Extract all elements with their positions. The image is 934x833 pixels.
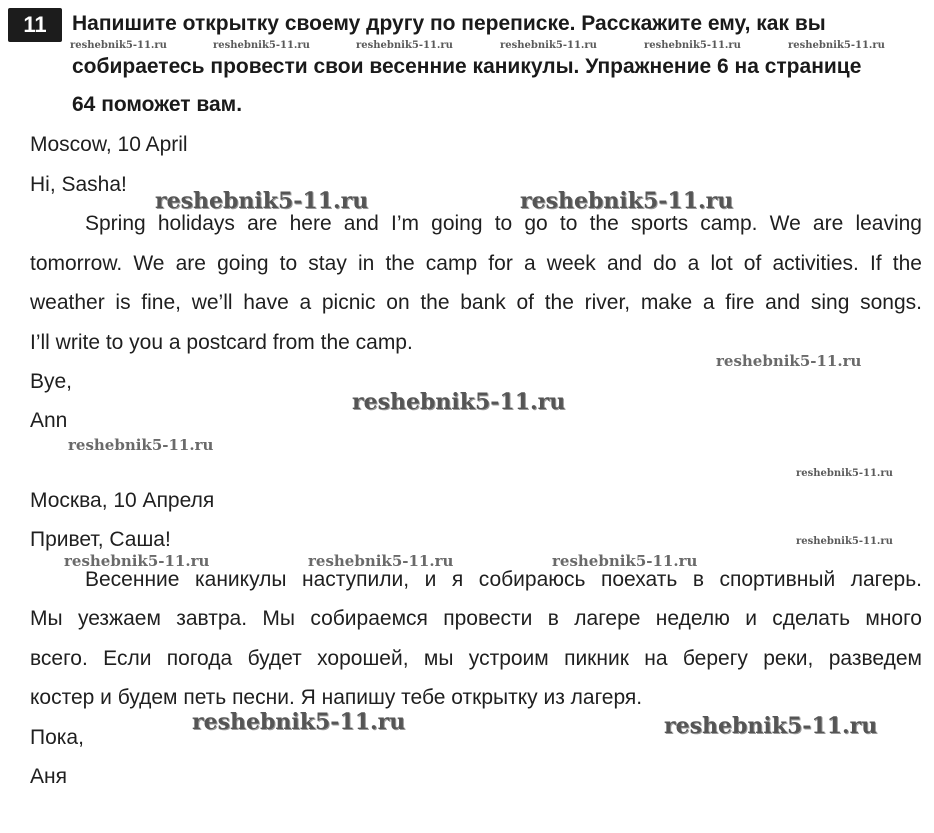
watermark: reshebnik5-11.ru [213,40,310,51]
russian-letter-closing: Пока, [30,726,84,749]
watermark: reshebnik5-11.ru [552,552,698,570]
english-letter-body-line-1: Spring holidays are here and I’m going to go to the sports camp. We are leaving [85,212,922,235]
watermark: reshebnik5-11.ru [664,713,878,739]
russian-letter-body-line-1: Весенние каникулы наступили, и я собираюсь поехать в спортивный лагерь. [85,568,922,591]
watermark: reshebnik5-11.ru [796,468,893,479]
watermark: reshebnik5-11.ru [64,552,210,570]
russian-letter-greeting: Привет, Саша! [30,528,171,551]
russian-letter-date: Москва, 10 Апреля [30,489,215,512]
watermark: reshebnik5-11.ru [68,436,214,454]
watermark: reshebnik5-11.ru [796,536,893,547]
watermark: reshebnik5-11.ru [352,389,566,415]
english-letter-signature: Ann [30,409,68,432]
task-instruction-line-1: Напишите открытку своему другу по переписке. Расскажите ему, как вы [72,12,826,35]
russian-letter-body-line-2: Мы уезжаем завтра. Мы собираемся провести в лагере неделю и сделать много [30,607,922,630]
watermark: reshebnik5-11.ru [716,352,862,370]
watermark: reshebnik5-11.ru [644,40,741,51]
english-letter-closing: Bye, [30,370,73,393]
watermark: reshebnik5-11.ru [500,40,597,51]
watermark: reshebnik5-11.ru [70,40,167,51]
watermark: reshebnik5-11.ru [155,188,369,214]
english-letter-body-line-3: weather is fine, we’ll have a picnic on the bank of the river, make a fire and sing songs. [30,291,922,314]
russian-letter-body-line-4: костер и будем петь песни. Я напишу тебе открытку из лагеря. [30,686,643,709]
english-letter-date: Moscow, 10 April [30,133,188,156]
russian-letter-signature: Аня [30,765,67,788]
russian-letter-body-line-3: всего. Если погода будет хорошей, мы устроим пикник на берегу реки, разведем [30,647,922,670]
watermark: reshebnik5-11.ru [520,188,734,214]
english-letter-body-line-2: tomorrow. We are going to stay in the camp for a week and do a lot of activities. If the [30,252,922,275]
english-letter-body-line-4: I’ll write to you a postcard from the camp. [30,331,413,354]
watermark: reshebnik5-11.ru [788,40,885,51]
task-instruction-line-3: 64 поможет вам. [72,93,243,116]
task-instruction-line-2: собираетесь провести свои весенние каникулы. Упражнение 6 на странице [72,55,862,78]
watermark: reshebnik5-11.ru [308,552,454,570]
english-letter-greeting: Hi, Sasha! [30,173,127,196]
watermark: reshebnik5-11.ru [192,709,406,735]
task-number-badge: 11 [8,8,62,42]
watermark: reshebnik5-11.ru [356,40,453,51]
